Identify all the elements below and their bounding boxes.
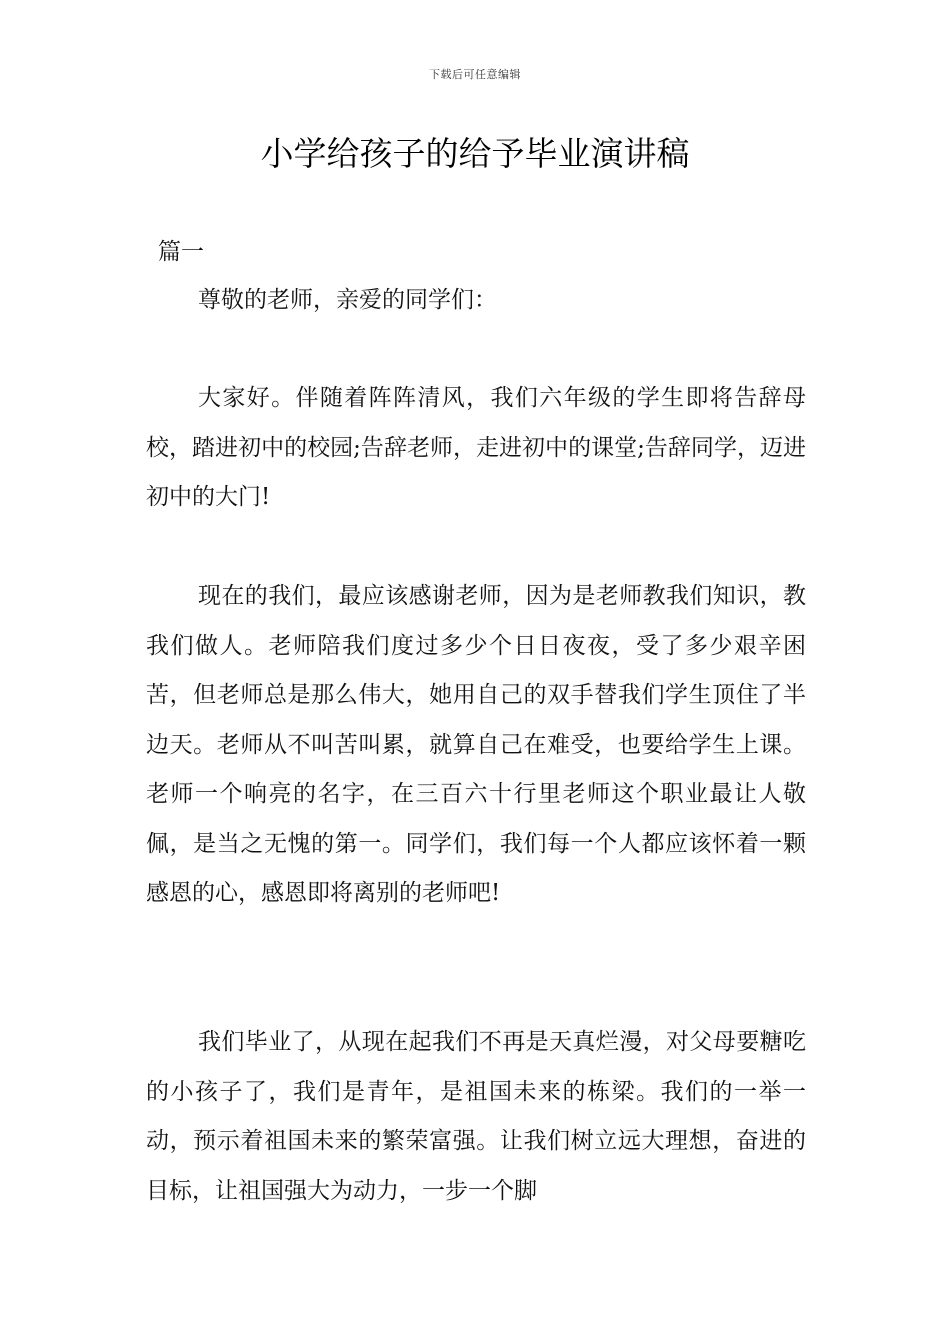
salutation-paragraph: 尊敬的老师，亲爱的同学们： [198, 287, 497, 313]
header-note: 下载后可任意编辑 [429, 68, 521, 81]
body-paragraph: 我们毕业了，从现在起我们不再是天真烂漫，对父母要糖吃的小孩子了，我们是青年，是祖国未来的栋梁。我们的一举一动，预示着祖国未来的繁荣富强。让我们树立远大理想，奋进的目标，让祖国强大为动力，一步一个脚 [146, 1029, 806, 1204]
body-paragraph: 大家好。伴随着阵阵清风，我们六年级的学生即将告辞母校，踏进初中的校园;告辞老师，走进初中的课堂;告辞同学，迈进初中的大门! [146, 385, 806, 510]
body-paragraph: 现在的我们，最应该感谢老师，因为是老师教我们知识，教我们做人。老师陪我们度过多少个日日夜夜，受了多少艰辛困苦，但老师总是那么伟大，她用自己的双手替我们学生顶住了半边天。老师从不叫苦叫累，就算自己在难受，也要给学生上课。老师一个响亮的名字，在三百六十行里老师这个职业最让人敬佩，是当之无愧的第一。同学们，我们每一个人都应该怀着一颗感恩的心，感恩即将离别的老师吧! [146, 583, 806, 906]
document-title: 小学给孩子的给予毕业演讲稿 [260, 134, 690, 173]
section-label: 篇一 [158, 239, 204, 265]
